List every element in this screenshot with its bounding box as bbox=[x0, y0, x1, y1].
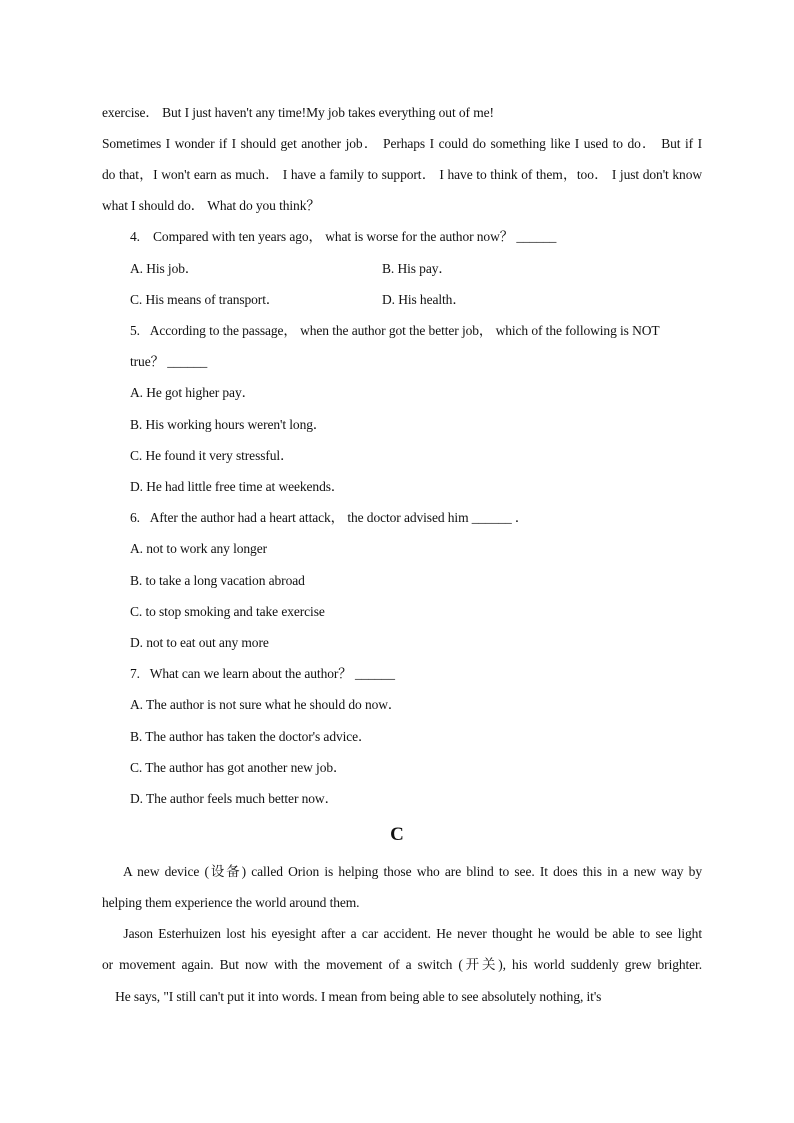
passage-line: do that，I won't earn as much． I have a family to support． I have to think of them，too． I just don't know bbox=[102, 167, 702, 182]
passage-line: helping them experience the world around them. bbox=[102, 895, 360, 910]
question-5-option-a: A. He got higher pay． bbox=[130, 385, 255, 400]
question-6-option-a: A. not to work any longer bbox=[130, 541, 267, 556]
question-5-stem-continued: true？ ______ bbox=[130, 354, 208, 369]
passage-line: or movement again. But now with the movement of a switch (开关), his world suddenly grew brighter. bbox=[102, 957, 702, 972]
question-7-option-b: B. The author has taken the doctor's advice． bbox=[130, 729, 372, 744]
passage-line: A new device (设备) called Orion is helping those who are blind to see. It does this in a new way by bbox=[102, 864, 702, 879]
question-7-option-a: A. The author is not sure what he should do now． bbox=[130, 697, 402, 712]
passage-line: He says, "I still can't put it into words. I mean from being able to see absolutely nothing, it's bbox=[102, 989, 602, 1004]
question-5-stem: 5. According to the passage， when the author got the better job， which of the following is NOT bbox=[130, 323, 660, 338]
question-4-option-d: D. His health． bbox=[382, 292, 466, 307]
question-6-option-c: C. to stop smoking and take exercise bbox=[130, 604, 325, 619]
question-7-option-d: D. The author feels much better now． bbox=[130, 791, 338, 806]
question-4-stem: 4. Compared with ten years ago， what is worse for the author now？ ______ bbox=[130, 229, 557, 244]
question-5-option-d: D. He had little free time at weekends． bbox=[130, 479, 345, 494]
question-5-option-b: B. His working hours weren't long． bbox=[130, 417, 327, 432]
section-heading: C bbox=[390, 824, 404, 845]
passage-line: Sometimes I wonder if I should get another job． Perhaps I could do something like I used to do． But if I bbox=[102, 136, 702, 151]
passage-line: exercise． But I just haven't any time!My job takes everything out of me! bbox=[102, 105, 494, 120]
question-4-option-c: C. His means of transport． bbox=[130, 292, 280, 307]
passage-line: what I should do． What do you think？ bbox=[102, 198, 320, 213]
question-4-option-b: B. His pay． bbox=[382, 261, 452, 276]
question-7-stem: 7. What can we learn about the author？ ______ bbox=[130, 666, 395, 681]
question-5-option-c: C. He found it very stressful． bbox=[130, 448, 294, 463]
question-6-option-d: D. not to eat out any more bbox=[130, 635, 269, 650]
question-7-option-c: C. The author has got another new job． bbox=[130, 760, 347, 775]
question-6-option-b: B. to take a long vacation abroad bbox=[130, 573, 305, 588]
question-6-stem: 6. After the author had a heart attack， the doctor advised him ______ ． bbox=[130, 510, 529, 525]
passage-line: Jason Esterhuizen lost his eyesight after a car accident. He never thought he would be able to see light bbox=[102, 926, 702, 941]
question-4-option-a: A. His job． bbox=[130, 261, 199, 276]
